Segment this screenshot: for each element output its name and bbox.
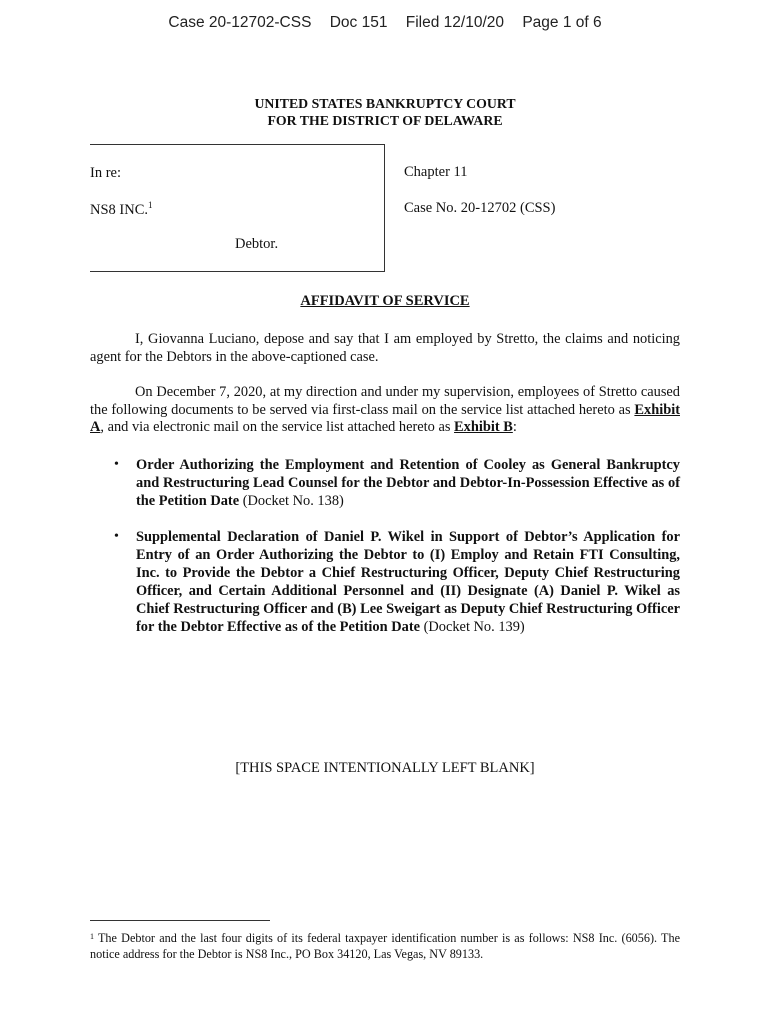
served-document-item: • Supplemental Declaration of Daniel P. Wikel in Support of Debtor’s Application for Entry of an Order Authorizing the Debtor to (I) Employ and Retain FTI Consulting, Inc. to Provide the Debtor a Chief Restructuring Officer, Deputy Chief Restructuring Officer, and Certain Additional Personnel and (II) Designate (A) Daniel P. Wikel as Chief Restructuring Officer and (B) Lee Sweigart as Deputy Chief Restructuring Officer for the Debtor Effective as of the Petition Date (Docket No. 139) — [114, 529, 680, 635]
chapter-label: Chapter 11 — [404, 164, 468, 180]
bullet-icon: • — [114, 457, 119, 472]
document-title: AFFIDAVIT OF SERVICE — [300, 293, 470, 309]
court-heading — [0, 95, 770, 129]
service-paragraph: On December 7, 2020, at my direction and under my supervision, employees of Stretto caused the following documents to be served via first-class mail on the service list attached hereto as Exhibit A, and via electronic mail on the service list attached hereto as Exhibit B: — [90, 384, 680, 435]
filed-date-stamp: Filed 12/10/20 — [405, 14, 505, 31]
in-re-label: In re: — [90, 165, 121, 181]
case-number: Case No. 20-12702 (CSS) — [404, 200, 556, 216]
court-name: UNITED STATES BANKRUPTCY COURT — [254, 96, 516, 111]
footnote-ref: 1 — [148, 200, 153, 210]
footnote: $^1$ The Debtor and the last four digits of its federal taxpayer identification number is as follows: NS8 Inc. (6056). The notice address for the Debtor is NS8 Inc., PO Box 34120, Las Vegas, NV 89133. — [90, 931, 680, 961]
footnote-divider — [90, 920, 270, 921]
debtor-name: NS8 INC.$^1$ — [90, 200, 153, 218]
filing-header — [0, 14, 770, 32]
exhibit-b-ref: Exhibit B — [454, 419, 513, 435]
debtor-label: Debtor. — [235, 236, 279, 252]
doc-number-stamp: Doc 151 — [329, 14, 388, 31]
exhibit-a-ref: Exhibit A — [90, 401, 680, 435]
page-count-stamp: Page 1 of 6 — [522, 14, 602, 31]
bullet-icon: • — [114, 529, 119, 544]
served-document-item: • Order Authorizing the Employment and Retention of Cooley as General Bankruptcy and Restructuring Lead Counsel for the Debtor and Debtor-In-Possession Effective as of the Petition Date (Docket No. 138) — [114, 457, 680, 509]
intro-paragraph: I, Giovanna Luciano, depose and say that I am employed by Stretto, the claims and noticing agent for the Debtors in the above-captioned case. — [90, 331, 680, 365]
blank-space-notice: [THIS SPACE INTENTIONALLY LEFT BLANK] — [235, 760, 535, 776]
footnote-marker: 1 — [90, 932, 94, 941]
court-district: FOR THE DISTRICT OF DELAWARE — [267, 113, 503, 128]
case-number-stamp: Case 20-12702-CSS — [168, 14, 312, 31]
